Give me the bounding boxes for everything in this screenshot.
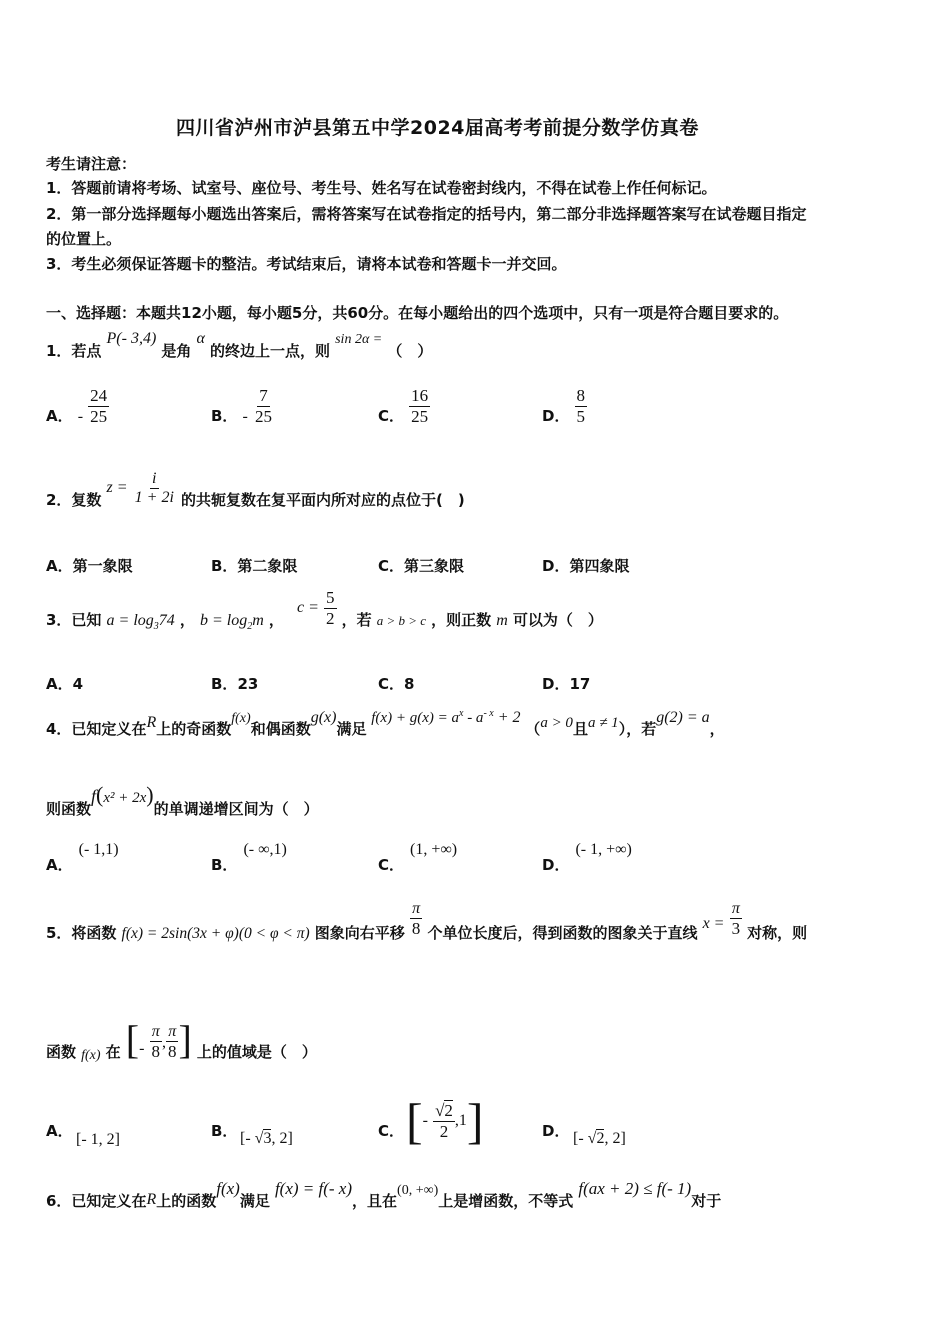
q2-fraction: $\frac{i}{1 + 2i}$ bbox=[134, 470, 174, 507]
page-title: 四川省泸州市泸县第五中学2024届高考考前提分数学仿真卷 bbox=[176, 117, 699, 139]
q4-p1: 4．已知定义在 bbox=[46, 720, 147, 738]
section-heading: 一、选择题：本题共12小题，每小题5分，共60分。在每小题给出的四个选项中，只有一项是符合题目要求的。 bbox=[46, 304, 789, 322]
q4-option-a[interactable]: A．(- 1,1) bbox=[46, 841, 119, 874]
q6-p2: 上的函数 bbox=[156, 1192, 217, 1210]
q3-prefix: 3．已知 bbox=[46, 610, 102, 629]
bracket-left: [ bbox=[125, 1017, 140, 1062]
q3-c-fraction: $\frac{5}{2}$ bbox=[326, 588, 335, 628]
q6-eq: f(x) = f(- x) bbox=[274, 1179, 353, 1198]
q3-option-c[interactable]: C．8 bbox=[378, 675, 415, 693]
q6-p5: 上是增函数，不等式 bbox=[438, 1192, 574, 1210]
q6-p4: ，且在 bbox=[352, 1192, 398, 1210]
notice-item-2-cont: 的位置上。 bbox=[46, 230, 122, 248]
q5-p2: 图象向右平移 bbox=[314, 923, 405, 942]
q4-p2: 上的奇函数 bbox=[156, 720, 232, 738]
q4-line2-a: 则函数 bbox=[46, 800, 92, 818]
q4-p4: 满足 bbox=[336, 720, 367, 738]
q5-option-a-value: [- 1, 2] bbox=[76, 1131, 120, 1148]
bracket-left: [ bbox=[406, 1093, 423, 1149]
question-5-line2 bbox=[46, 1010, 317, 1062]
q3-b-expr: $b = \log_2m$ bbox=[199, 611, 264, 632]
q5-shift-fraction: $\frac{\pi}{8}$ bbox=[411, 900, 421, 939]
q5-p3: 个单位长度后，得到函数的图象关于直线 bbox=[427, 923, 698, 942]
q5-option-b[interactable] bbox=[211, 1120, 237, 1141]
notice-item-2: 2．第一部分选择题每小题选出答案后，需将答案写在试卷指定的括号内，第二部分非选择题答案写在试卷题目指定 bbox=[46, 205, 807, 223]
sqrt-icon: √ bbox=[435, 1100, 445, 1120]
q2-prefix: 2．复数 bbox=[46, 491, 102, 510]
option-label: B． bbox=[211, 406, 238, 425]
q4-option-b[interactable]: B．(- ∞,1) bbox=[211, 841, 287, 874]
q1-prefix: 1．若点 bbox=[46, 342, 102, 360]
paren-left: ( bbox=[96, 782, 104, 807]
bracket-right: ] bbox=[178, 1017, 192, 1062]
q4-g2: g(2) = a bbox=[656, 709, 710, 726]
q1-tail: 的终边上一点，则 bbox=[210, 342, 331, 360]
q5-line2-in: 在 bbox=[105, 1043, 121, 1061]
question-6 bbox=[46, 1178, 722, 1210]
q3-option-a[interactable]: A．4 bbox=[46, 675, 84, 693]
q5-int-minus: - bbox=[139, 1040, 145, 1057]
q2-tail: 的共轭复数在复平面内所对应的点位于( ) bbox=[181, 491, 465, 510]
q2-option-d[interactable]: D．第四象限 bbox=[542, 557, 630, 575]
q5-option-c[interactable] bbox=[378, 1120, 404, 1141]
q6-p3: 满足 bbox=[239, 1192, 270, 1210]
q4-cond1: a > 0 bbox=[540, 715, 573, 731]
q2-option-a[interactable]: A．第一象限 bbox=[46, 557, 133, 575]
q5-x-fraction: $\frac{\pi}{3}$ bbox=[731, 900, 741, 939]
q4-cond2: a ≠ 1 bbox=[587, 715, 619, 731]
q6-interval: (0, +∞) bbox=[397, 1183, 439, 1198]
option-sign: - bbox=[77, 407, 84, 425]
q4-p3: 和偶函数 bbox=[250, 720, 311, 738]
q1-mid: 是角 bbox=[161, 342, 192, 360]
question-4 bbox=[46, 706, 725, 738]
q1-point: P(- 3,4) bbox=[106, 330, 157, 347]
q5-int-frac-2: $\frac{\pi}{8}$ bbox=[168, 1023, 177, 1062]
q5-line2-a: 函数 bbox=[46, 1043, 77, 1061]
q3-cond: a > b > c bbox=[376, 612, 427, 628]
q5-option-a[interactable] bbox=[46, 1120, 73, 1141]
q4-cond-close: ），若 bbox=[618, 720, 657, 738]
paren-right: ) bbox=[146, 782, 154, 807]
q5-x-eq: x = bbox=[702, 914, 725, 932]
option-fraction: $\frac{24}{25}$ bbox=[90, 386, 108, 426]
q4-R: R bbox=[146, 714, 157, 731]
q2-option-b[interactable]: B．第二象限 bbox=[211, 557, 298, 575]
q4-equation: $f(x) + g(x) = a^x - a^{- x} + 2$ bbox=[371, 708, 521, 726]
q3-mid: ，若 bbox=[341, 610, 372, 629]
option-fraction: $\frac{7}{25}$ bbox=[254, 386, 272, 426]
q1-option-c[interactable] bbox=[378, 386, 430, 426]
option-label: B． bbox=[211, 1122, 238, 1140]
q1-expr: sin 2α = bbox=[335, 332, 383, 347]
q2-option-c[interactable]: C．第三象限 bbox=[378, 557, 465, 575]
q4-cond-and: 且 bbox=[572, 720, 588, 738]
q3-tail2: 可以为（ ） bbox=[512, 610, 603, 629]
q6-fx: f(x) bbox=[216, 1179, 240, 1198]
q5-p1: 5．将函数 bbox=[46, 923, 117, 942]
notice-heading: 考生请注意： bbox=[46, 155, 137, 173]
question-5 bbox=[46, 900, 808, 942]
q3-option-b[interactable]: B．23 bbox=[211, 675, 259, 693]
question-2 bbox=[46, 470, 465, 508]
bracket-right: ] bbox=[466, 1093, 484, 1149]
q3-comma1: ， bbox=[179, 610, 195, 629]
option-sign: - bbox=[242, 407, 248, 425]
q5-option-c-value: [- $\frac{√2}{2}$ ,1] bbox=[406, 1093, 484, 1149]
q5-fexpr: f(x) = 2sin(3x + φ)(0 < φ < π) bbox=[121, 924, 310, 942]
q4-option-d[interactable]: D．(- 1, +∞) bbox=[542, 841, 632, 874]
sqrt-icon: √ bbox=[254, 1130, 264, 1147]
q1-paren: （ ） bbox=[387, 342, 433, 360]
q4-option-c[interactable]: C．(1, +∞) bbox=[378, 841, 458, 874]
sqrt-icon: √ bbox=[587, 1130, 597, 1147]
q1-option-d[interactable] bbox=[542, 386, 587, 426]
q4-gx: g(x) bbox=[310, 709, 337, 726]
option-label: C． bbox=[378, 1122, 405, 1140]
q6-ineq: f(ax + 2) ≤ f(- 1) bbox=[578, 1179, 692, 1198]
q3-tail: ，则正数 bbox=[431, 610, 492, 629]
q3-a-expr: $a = \log_374$ bbox=[106, 611, 175, 632]
q6-p1: 6．已知定义在 bbox=[46, 1192, 147, 1210]
q5-line2-f: f(x) bbox=[81, 1048, 101, 1063]
q5-int-comma: , bbox=[162, 1034, 166, 1051]
q3-m: m bbox=[496, 611, 508, 629]
q4-cond-open: （ bbox=[525, 720, 541, 738]
q2-z: z = bbox=[106, 479, 128, 497]
option-label: D． bbox=[542, 1122, 570, 1140]
option-fraction: $\frac{16}{25}$ bbox=[411, 386, 429, 426]
option-label: C． bbox=[378, 406, 405, 425]
q1-option-a[interactable] bbox=[46, 386, 109, 426]
q1-option-b[interactable] bbox=[211, 386, 274, 426]
q1-alpha: α bbox=[196, 330, 205, 347]
q6-p6: 对于 bbox=[691, 1192, 722, 1210]
notice-item-3: 3．考生必须保证答题卡的整洁。考试结束后，请将本试卷和答题卡一并交回。 bbox=[46, 255, 567, 273]
q6-R: R bbox=[146, 1191, 157, 1208]
option-fraction: $\frac{8}{5}$ bbox=[576, 386, 586, 426]
q3-c-expr: c = bbox=[297, 598, 319, 616]
question-1 bbox=[46, 330, 433, 360]
option-label: A． bbox=[46, 1122, 73, 1140]
option-label: A． bbox=[46, 406, 73, 425]
q4-fx: f(x) bbox=[231, 711, 251, 726]
notice-item-1: 1．答题前请将考场、试室号、座位号、考生号、姓名写在试卷密封线内，不得在试卷上作任何标记。 bbox=[46, 179, 717, 197]
q5-option-d[interactable] bbox=[542, 1120, 569, 1141]
q3-option-d[interactable]: D．17 bbox=[542, 675, 591, 693]
q5-option-d-value: [- √2, 2] bbox=[573, 1130, 626, 1147]
q4-line2-arg: x² + 2x bbox=[103, 790, 147, 806]
q5-line2-b: 上的值域是（ ） bbox=[196, 1043, 317, 1061]
question-4-line2 bbox=[46, 782, 319, 818]
option-label: D． bbox=[542, 406, 570, 425]
q4-comma: ， bbox=[709, 720, 725, 738]
q5-int-frac-1: $\frac{\pi}{8}$ bbox=[151, 1023, 160, 1062]
q4-line2-f: f bbox=[91, 786, 97, 806]
q4-line2-b: 的单调递增区间为（ ） bbox=[153, 800, 319, 818]
q3-comma2: ， bbox=[268, 610, 284, 629]
q5-option-b-value: [- √3, 2] bbox=[240, 1130, 293, 1147]
q5-p4: 对称，则 bbox=[747, 923, 808, 942]
question-3 bbox=[46, 588, 603, 632]
